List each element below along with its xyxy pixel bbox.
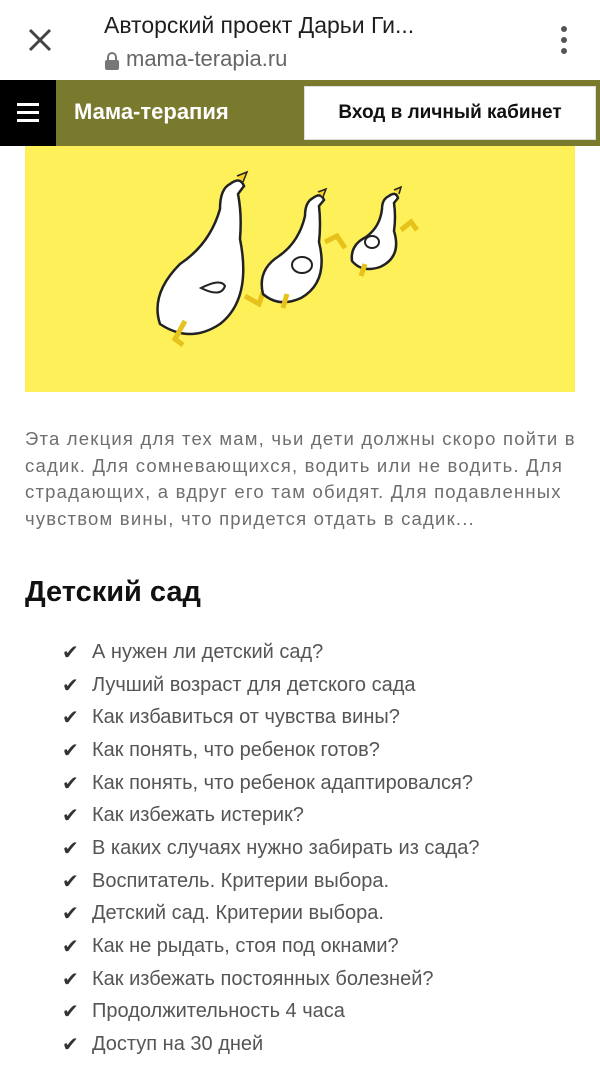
list-item [62,1028,479,1061]
checkmark-icon: ✔ [62,641,79,664]
checkmark-icon: ✔ [62,903,79,926]
list-item [62,963,479,996]
list-item [62,832,479,865]
list-item [62,701,479,734]
list-item [62,636,479,669]
list-item-text: Как понять, что ребенок адаптировался? [92,771,473,794]
list-item [62,734,479,767]
list-item-text: Воспитатель. Критерии выбора. [92,869,390,892]
list-item [62,669,479,702]
list-item-text: Детский сад. Критерии выбора. [92,902,384,925]
more-options-icon[interactable] [556,24,572,56]
site-name[interactable]: Мама-терапия [74,99,229,124]
list-item-text: А нужен ли детский сад? [92,640,324,663]
browser-top-bar [0,0,600,80]
section-title: Детский сад [25,576,201,608]
list-item-text: Доступ на 30 дней [92,1033,264,1056]
checkmark-icon: ✔ [62,772,79,795]
lock-icon [104,50,120,68]
checkmark-icon: ✔ [62,870,79,893]
site-header [0,80,600,146]
checkmark-icon: ✔ [62,968,79,991]
checkmark-icon: ✔ [62,936,79,959]
checkmark-icon: ✔ [62,837,79,860]
list-item [62,898,479,931]
list-item-text: Как избавиться от чувства вины? [92,706,400,729]
list-item-text: Лучший возраст для детского сада [92,673,416,696]
list-item-text: Продолжительность 4 часа [92,1000,345,1023]
list-item [62,799,479,832]
intro-text: Эта лекция для тех мам, чьи дети должны скоро пойти в садик. Для сомневающихся, водить или не водить. Для страдающих, а вдруг его там обидят. Для подавленных чувством вины, что придется отдать в садик... [25,428,576,529]
list-item [62,767,479,800]
checkmark-icon: ✔ [62,1001,79,1024]
feature-list [62,636,479,1061]
close-icon[interactable] [22,22,58,58]
geese-illustration [25,146,575,392]
list-item [62,996,479,1029]
list-item [62,930,479,963]
list-item [62,865,479,898]
list-item-text: Как избежать истерик? [92,804,304,827]
checkmark-icon: ✔ [62,707,79,730]
checkmark-icon: ✔ [62,1034,79,1057]
list-item-text: Как избежать постоянных болезней? [92,967,434,990]
url-display[interactable] [104,46,287,72]
page-title: Авторский проект Дарьи Ги... [104,12,415,38]
hamburger-menu-icon[interactable] [0,80,56,146]
url-text: mama-terapia.ru [126,46,288,71]
checkmark-icon: ✔ [62,674,79,697]
checkmark-icon: ✔ [62,805,79,828]
list-item-text: Как понять, что ребенок готов? [92,738,380,761]
checkmark-icon: ✔ [62,739,79,762]
list-item-text: Как не рыдать, стоя под окнами? [92,935,399,958]
hero-image [25,146,575,392]
login-button[interactable]: Вход в личный кабинет [304,86,596,140]
list-item-text: В каких случаях нужно забирать из сада? [92,836,480,859]
